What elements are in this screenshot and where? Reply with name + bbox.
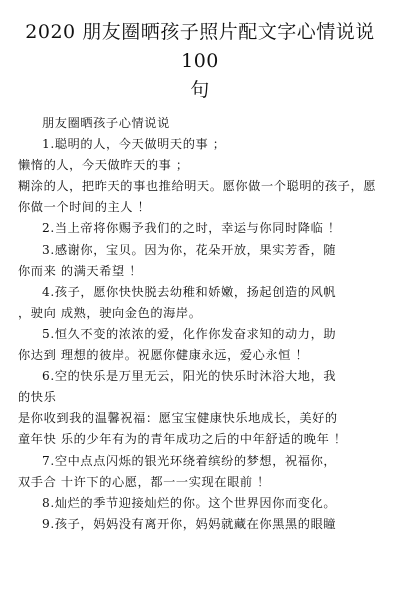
text-line: 5.恒久不变的浓浓的爱，化作你发奋求知的动力，助 bbox=[42, 326, 337, 341]
text-line: 1.聪明的人，今天做明天的事 ； bbox=[42, 137, 226, 152]
text-line: 3.感谢你，宝贝。因为你，花朵开放，果实芳香，随 bbox=[42, 242, 337, 257]
document-body bbox=[18, 113, 382, 535]
text-line: 8.灿烂的季节迎接灿烂的你。这个世界因你而变化。 bbox=[42, 495, 337, 510]
text-line: 懒惰的人，今天做昨天的事 ； bbox=[18, 158, 189, 173]
text-line: 你做一个时间的主人 ！ bbox=[18, 200, 151, 215]
text-line: 9.孩子，妈妈没有离开你，妈妈就藏在你黑黑的眼瞳 bbox=[42, 516, 337, 531]
section-heading: 朋友圈晒孩子心情说说 bbox=[42, 116, 170, 130]
text-line: 糊涂的人，把昨天的事也推给明天。愿你做一个聪明的孩子，愿 bbox=[18, 179, 377, 194]
document-title-line-2: 100 bbox=[181, 50, 219, 72]
text-line: 童年快 乐的少年有为的青年成功之后的中年舒适的晚年 ！ bbox=[18, 432, 347, 447]
document-title-line-3: 句 bbox=[190, 79, 210, 101]
text-line: 7.空中点点闪烁的银光环绕着缤纷的梦想，祝福你， bbox=[42, 453, 337, 468]
text-line: 4.孩子，愿你快快脱去幼稚和娇嫩，扬起创造的风帆 bbox=[42, 284, 337, 299]
text-line: 2.当上帝将你赐予我们的之时，幸运与你同时降临 ！ bbox=[42, 221, 341, 236]
text-line: 双手合 十许下的心愿，都一一实现在眼前 ！ bbox=[18, 474, 270, 489]
text-line: 的快乐 bbox=[18, 390, 57, 405]
text-line: 是你收到我的温馨祝福：愿宝宝健康快乐地成长，美好的 bbox=[18, 411, 338, 426]
text-line: 你达到 理想的彼岸。祝愿你健康永远，爱心永恒 ！ bbox=[18, 348, 309, 363]
text-line: 6.空的快乐是万里无云，阳光的快乐时沐浴大地，我 bbox=[42, 369, 337, 384]
document-title-line-1: 2020 朋友圈晒孩子照片配文字心情说说 bbox=[25, 21, 375, 43]
text-line: ，驶向 成熟，驶向金色的海岸。 bbox=[18, 305, 202, 320]
text-line: 你而来 的满天希望 ！ bbox=[18, 263, 143, 278]
